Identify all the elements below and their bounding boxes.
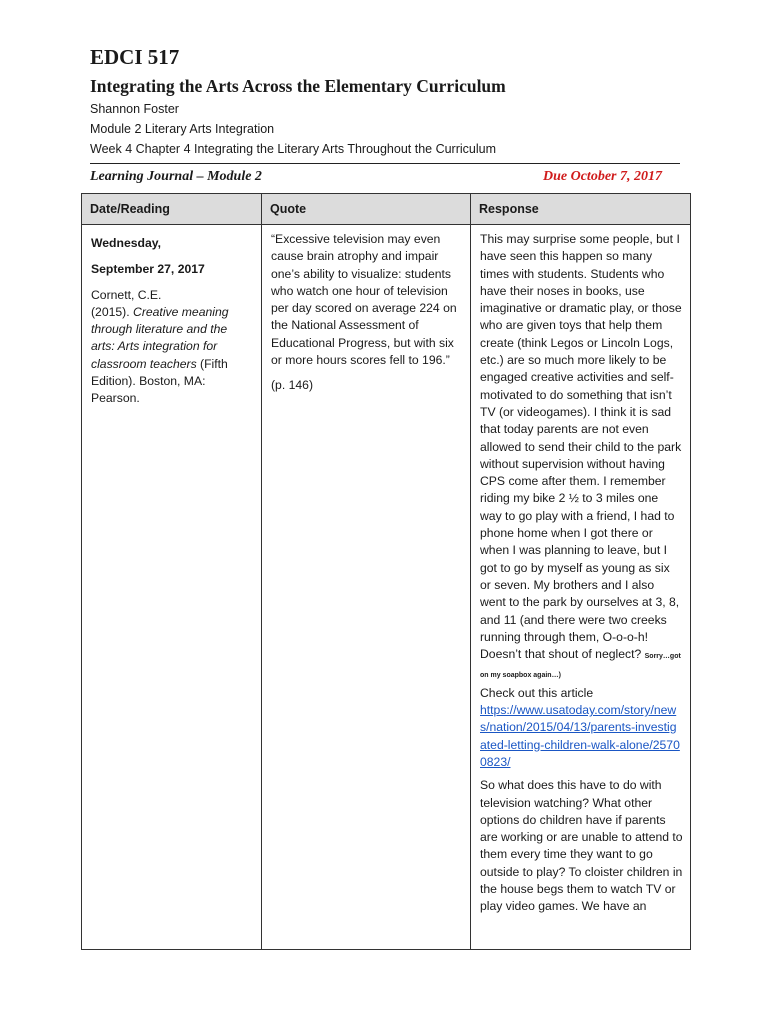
entry-day: Wednesday, xyxy=(91,236,161,250)
citation-title: Creative meaning through literature and the arts: Arts integration for classroom teachers xyxy=(91,304,229,371)
journal-title: Learning Journal – Module 2 xyxy=(90,169,262,184)
course-title: Integrating the Arts Across the Elementary Curriculum xyxy=(90,76,506,96)
citation xyxy=(91,287,254,408)
student-name: Shannon Foster xyxy=(90,102,179,116)
response-link-intro: Check out this article xyxy=(480,685,594,700)
quote-text: “Excessive television may even cause brain atrophy and impair one’s ability to visualize: students who watch one hour of television per day scored on average 224 on the National Assessment of Educational Progress, but with six or more hours scores fell to 196.” xyxy=(271,232,457,368)
quote-page: (p. 146) xyxy=(271,378,314,393)
header-divider xyxy=(90,163,680,164)
column-header-response: Response xyxy=(471,194,691,225)
citation-publisher: (Fifth Edition). Boston, MA: Pearson. xyxy=(91,356,228,406)
journal-title-row xyxy=(90,169,662,185)
response-paragraph-1 xyxy=(480,231,683,771)
response-text-1: This may surprise some people, but I have seen this happen so many times with students. Students who have their noses in books, use imaginative or dramatic play, or those who are given toys that help them create (think Legos or Lincoln Logs, etc.) are so much more likely to be engaged creative activities and self-motivated to do something that isn’t TV (or videogames). I think it is sad that today parents are not even allowed to send their child to the park without supervision without having CPS come after them. I remember riding my bike 2 ½ to 3 miles one way to go play with a friend, I had to phone home when I got there or when I was planning to leave, but I got to go by myself as young as six or seven. My brothers and I also went to the park by ourselves at 3, 8, and 11 (and there were two creeks running through them, O-o-o-h! Doesn’t that shout of neglect? xyxy=(480,232,682,662)
entry-date: September 27, 2017 xyxy=(91,262,205,277)
citation-year: (2015). xyxy=(91,304,134,319)
response-cell xyxy=(471,225,691,950)
course-code: EDCI 517 xyxy=(90,45,180,69)
date-reading-cell xyxy=(82,225,262,950)
journal-table xyxy=(81,193,691,950)
citation-author: Cornett, C.E. xyxy=(91,287,162,302)
document-header xyxy=(90,44,680,185)
column-header-date-reading: Date/Reading xyxy=(82,194,262,225)
article-link[interactable]: https://www.usatoday.com/story/news/nation/2015/04/13/parents-investigated-letting-children-walk-alone/25700823/ xyxy=(480,703,680,769)
column-header-quote: Quote xyxy=(262,194,471,225)
quote-cell xyxy=(262,225,471,950)
response-paragraph-2: So what does this have to do with television watching? What other options do children have if parents are working or are unable to attend to them every time they want to go outside to play? To cloister children in the house begs them to watch TV or play video games. We have an xyxy=(480,778,683,914)
table-header-row xyxy=(82,194,691,225)
response-aside: Sorry…got on my soapbox again…) xyxy=(480,653,681,680)
table-row xyxy=(82,225,691,950)
week-label: Week 4 Chapter 4 Integrating the Literary Arts Throughout the Curriculum xyxy=(90,142,496,156)
module-label: Module 2 Literary Arts Integration xyxy=(90,122,275,136)
due-date: Due October 7, 2017 xyxy=(543,169,662,184)
